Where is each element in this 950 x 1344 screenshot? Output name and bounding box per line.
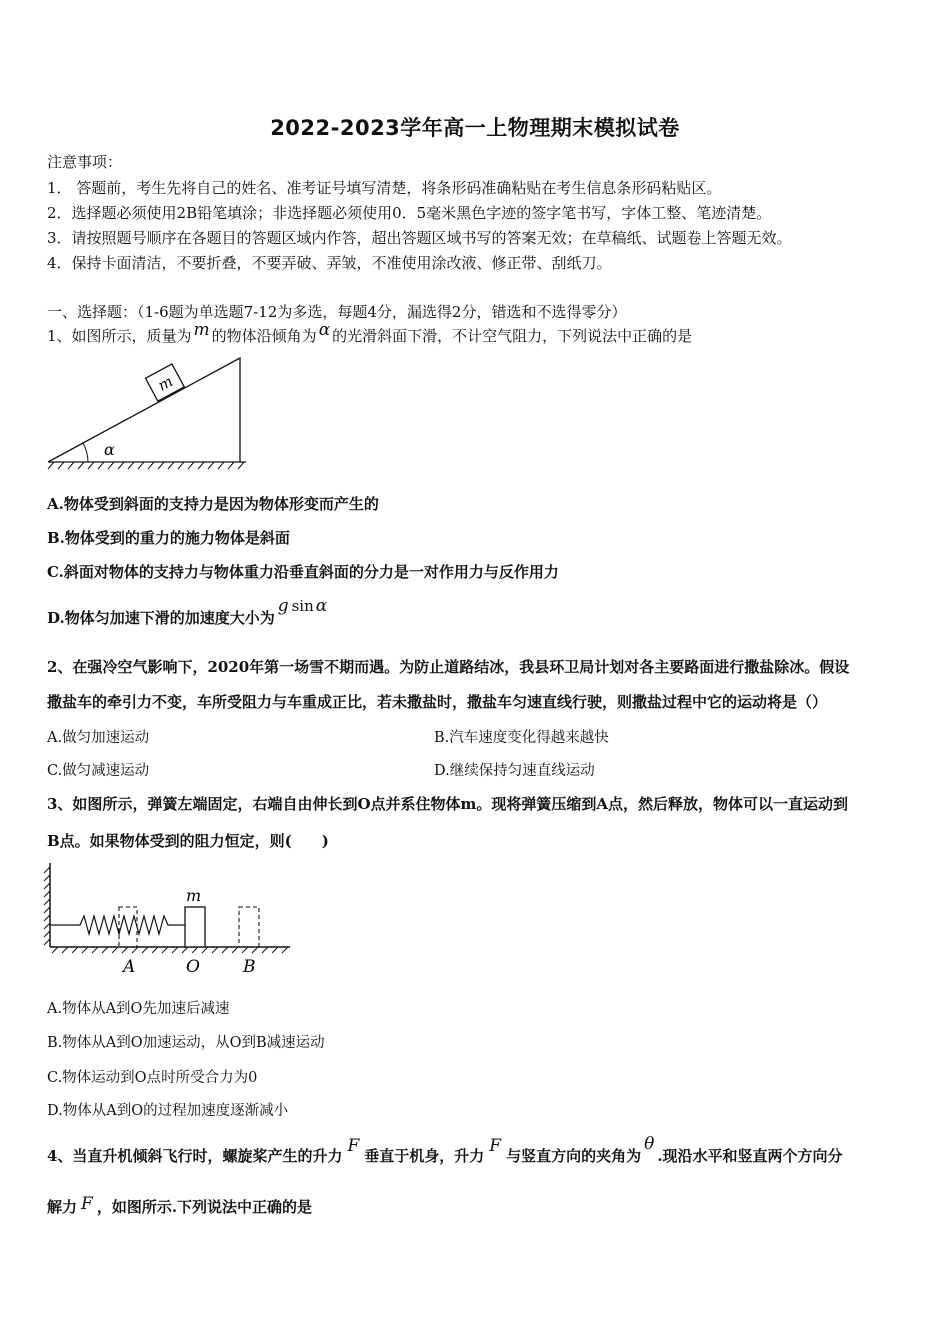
q4-line-2-part-1: 解力 <box>47 1198 78 1216</box>
q3-line-2: B点。如果物体受到的阻力恒定，则( ) <box>47 832 329 850</box>
formula-alpha: α <box>315 596 328 616</box>
q1-option-b[interactable]: B.物体受到的重力的施力物体是斜面 <box>47 529 290 547</box>
q1-option-d[interactable] <box>47 596 328 628</box>
notice-item-2: 2．选择题必须使用2B铅笔填涂；非选择题必须使用0．5毫米黑色字迹的签字笔书写，字体工整、笔迹清楚。 <box>47 204 772 222</box>
q1-option-a[interactable]: A.物体受到斜面的支持力是因为物体形变而产生的 <box>47 495 379 513</box>
spring-figure <box>40 855 300 980</box>
spring-mass-label: m <box>186 886 202 905</box>
q3-option-b[interactable]: B.物体从A到O加速运动，从O到B减速运动 <box>47 1035 325 1051</box>
spring-point-a-label: A <box>123 957 136 977</box>
incline-ground <box>48 462 246 469</box>
formula-sin: sin <box>291 597 314 615</box>
spring-floor <box>50 947 290 953</box>
q1-stem-part-c: 的光滑斜面下滑，不计空气阻力，下列说法中正确的是 <box>332 327 693 345</box>
q4-part-3: 与竖直方向的夹角为 <box>506 1147 642 1165</box>
q4-var-f-1: F <box>347 1136 360 1156</box>
q4-line-2-part-2: ，如图所示.下列说法中正确的是 <box>96 1198 313 1216</box>
q4-var-f-3: F <box>81 1194 93 1214</box>
q2-option-b[interactable]: B.汽车速度变化得越来越快 <box>434 730 609 746</box>
q3-line-1: 3、如图所示，弹簧左端固定，右端自由伸长到O点并系住物体m。现将弹簧压缩到A点，然后释放，物体可以一直运动到 <box>47 795 849 813</box>
q1-stem-part-a: 1、如图所示，质量为 <box>47 327 192 345</box>
q2-line-1: 2、在强冷空气影响下，2020年第一场雪不期而遇。为防止道路结冰，我县环卫局计划对各主要路面进行撒盐除冰。假设 <box>47 658 850 676</box>
q4-line-1 <box>47 1134 843 1166</box>
notice-heading: 注意事项： <box>47 153 123 171</box>
section-heading: 一、选择题：（1-6题为单选题7-12为多选，每题4分，漏选得2分，错选和不选得零分） <box>47 303 627 321</box>
q2-option-c[interactable]: C.做匀减速运动 <box>47 763 150 779</box>
page-title: 2022-2023学年高一上物理期末模拟试卷 <box>270 116 680 140</box>
q4-var-theta: θ <box>644 1134 655 1154</box>
incline-angle-arc <box>83 443 88 462</box>
q1-stem <box>47 320 693 346</box>
q3-option-d[interactable]: D.物体从A到O的过程加速度逐渐减小 <box>47 1103 289 1119</box>
q1-option-d-formula <box>278 597 328 615</box>
q4-part-2: 垂直于机身，升力 <box>364 1147 485 1165</box>
notice-item-4: 4．保持卡面清洁，不要折叠，不要弄破、弄皱，不准使用涂改液、修正带、刮纸刀。 <box>47 254 612 272</box>
incline-block <box>146 364 185 401</box>
incline-block-label: m <box>154 372 176 395</box>
spring-point-b-label: B <box>243 957 256 977</box>
q1-option-d-text: D.物体匀加速下滑的加速度大小为 <box>47 609 275 627</box>
spring-wall <box>44 863 50 947</box>
q1-stem-part-b: 的物体沿倾角为 <box>211 327 317 345</box>
q2-option-d[interactable]: D.继续保持匀速直线运动 <box>434 763 595 779</box>
notice-item-1: 1． 答题前，考生先将自己的姓名、准考证号填写清楚，将条形码准确粘贴在考生信息条形码粘贴区。 <box>47 179 722 197</box>
q1-var-m: m <box>193 320 210 340</box>
q2-line-2: 撒盐车的牵引力不变，车所受阻力与车重成正比，若未撒盐时，撒盐车匀速直线行驶，则撒盐过程中它的运动将是（） <box>47 693 828 711</box>
q1-var-alpha: α <box>318 320 331 340</box>
spring-mass-block <box>185 907 205 947</box>
q4-part-4: .现沿水平和竖直两个方向分 <box>657 1147 843 1165</box>
q3-option-c[interactable]: C.物体运动到O点时所受合力为0 <box>47 1070 258 1086</box>
incline-figure <box>40 352 255 477</box>
q4-var-f-2: F <box>489 1136 502 1156</box>
q4-part-1: 4、当直升机倾斜飞行时，螺旋桨产生的升力 <box>47 1147 343 1165</box>
q3-option-a[interactable]: A.物体从A到O先加速后减速 <box>47 1001 230 1017</box>
q2-option-a[interactable]: A.做匀加速运动 <box>47 730 150 746</box>
q4-line-2 <box>47 1196 312 1217</box>
q1-option-c[interactable]: C.斜面对物体的支持力与物体重力沿垂直斜面的分力是一对作用力与反作用力 <box>47 563 559 581</box>
incline-slope <box>48 358 240 462</box>
spring-point-o-label: O <box>186 957 200 977</box>
notice-item-3: 3．请按照题号顺序在各题目的答题区域内作答，超出答题区域书写的答案无效；在草稿纸、试题卷上答题无效。 <box>47 229 792 247</box>
spring-position-a-box <box>119 907 137 947</box>
spring-coil <box>50 916 185 934</box>
formula-g: g <box>277 596 289 616</box>
spring-position-b-box <box>239 907 259 947</box>
incline-angle-label: α <box>104 440 115 459</box>
